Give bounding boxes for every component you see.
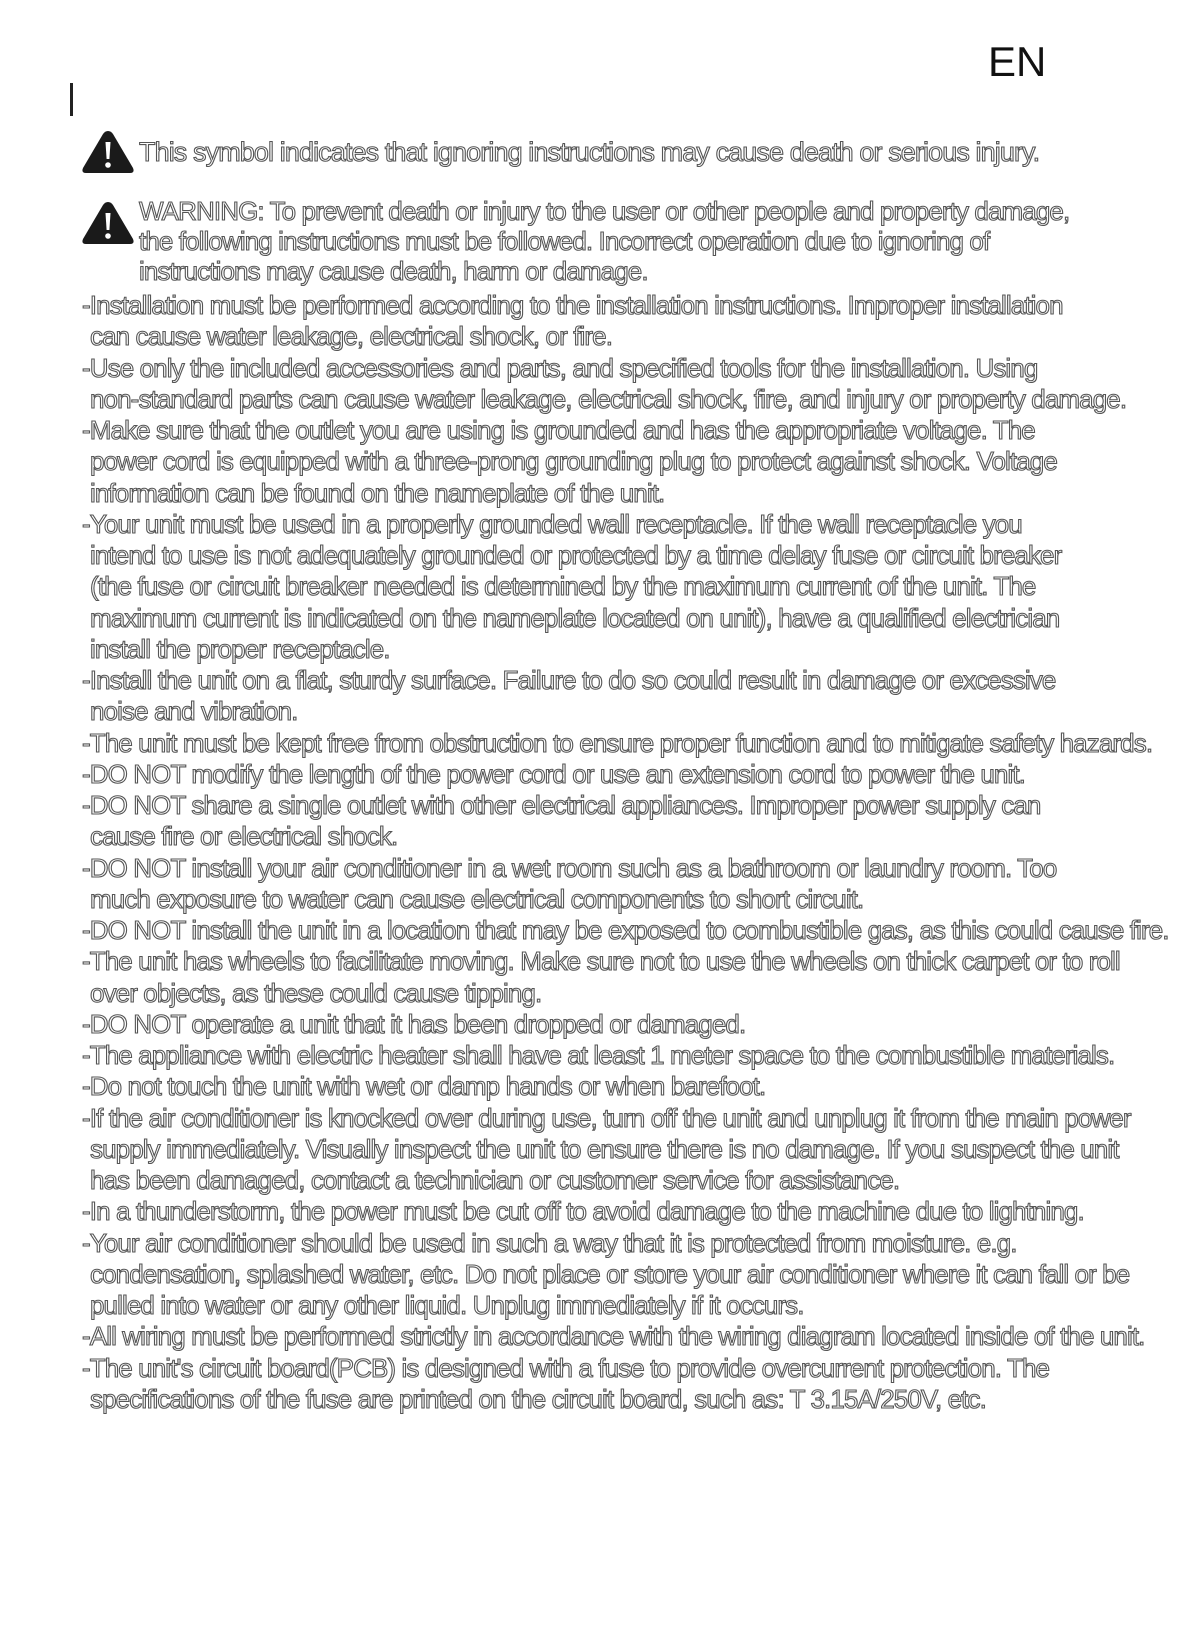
- safety-rule-line: -The unit's circuit board(PCB) is designed with a fuse to provide overcurrent protection. The: [82, 1352, 1050, 1383]
- warning-line: the following instructions must be followed. Incorrect operation due to ignoring of: [139, 226, 990, 256]
- safety-rule-line: non-standard parts can cause water leakage, electrical shock, fire, and injury or property damage.: [90, 383, 1127, 414]
- warning-triangle-icon: [80, 199, 136, 247]
- safety-rule: [82, 1353, 1169, 1416]
- safety-rule-line: -Make sure that the outlet you are using is grounded and has the appropriate voltage. The: [82, 415, 1035, 445]
- safety-rule-line: over objects, as these could cause tipping.: [90, 977, 542, 1008]
- safety-rule: [82, 946, 1169, 1009]
- safety-rule: [82, 790, 1169, 853]
- safety-rule-line: cause fire or electrical shock.: [90, 821, 398, 852]
- safety-rule: [82, 853, 1169, 916]
- safety-rule-line: -The appliance with electric heater shall have at least 1 meter space to the combustible materials.: [82, 1040, 1115, 1070]
- safety-rule-line: -Installation must be performed according to the installation instructions. Improper installation: [82, 290, 1063, 320]
- safety-rule-line: -Your unit must be used in a properly grounded wall receptacle. If the wall receptacle you: [82, 508, 1022, 539]
- safety-rule-line: has been damaged, contact a technician or customer service for assistance.: [90, 1165, 900, 1195]
- language-label: EN: [988, 38, 1047, 85]
- safety-rule: [82, 415, 1169, 509]
- safety-rule-line: (the fuse or circuit breaker needed is determined by the maximum current of the unit. The: [90, 571, 1036, 602]
- margin-mark: [70, 83, 73, 116]
- safety-rule-line: -DO NOT operate a unit that it has been dropped or damaged.: [82, 1008, 746, 1039]
- safety-rule-line: power cord is equipped with a three-prong grounding plug to protect against shock. Voltage: [90, 446, 1057, 477]
- safety-rule-line: pulled into water or any other liquid. Unplug immediately if it occurs.: [90, 1290, 804, 1320]
- safety-rule: [82, 290, 1169, 353]
- safety-rule-line: information can be found on the nameplate of the unit.: [90, 477, 665, 508]
- safety-rule-line: supply immediately. Visually inspect the unit to ensure there is no damage. If you suspect the unit: [90, 1133, 1119, 1164]
- safety-rule-line: -DO NOT modify the length of the power cord or use an extension cord to power the unit.: [82, 758, 1025, 789]
- safety-rule: [82, 728, 1169, 759]
- safety-rule-line: -All wiring must be performed strictly in accordance with the wiring diagram located inside of the unit.: [82, 1321, 1145, 1352]
- safety-rule-line: -If the air conditioner is knocked over during use, turn off the unit and unplug it from the main power: [82, 1102, 1131, 1133]
- safety-rule: [82, 1321, 1169, 1352]
- safety-rule-line: -DO NOT install your air conditioner in a wet room such as a bathroom or laundry room. Too: [82, 852, 1057, 883]
- safety-rule-line: intend to use is not adequately grounded or protected by a time delay fuse or circuit breaker: [90, 540, 1062, 570]
- safety-rule-line: -The unit has wheels to facilitate moving. Make sure not to use the wheels on thick carpet or to roll: [82, 946, 1120, 977]
- safety-rule: [82, 1009, 1169, 1040]
- safety-rule: [82, 915, 1169, 946]
- safety-rule-line: noise and vibration.: [90, 696, 298, 727]
- safety-rule-line: -Do not touch the unit with wet or damp hands or when barefoot.: [82, 1071, 766, 1102]
- safety-rule-line: much exposure to water can cause electrical components to short circuit.: [90, 883, 864, 914]
- safety-rule-line: -Use only the included accessories and parts, and specified tools for the installation. Using: [82, 352, 1038, 383]
- warning-line: instructions may cause death, harm or damage.: [139, 256, 648, 286]
- safety-rule-line: -Install the unit on a flat, sturdy surface. Failure to do so could result in damage or excessive: [82, 665, 1056, 695]
- safety-rule: [82, 665, 1169, 728]
- warning-triangle-icon: [80, 128, 136, 176]
- safety-rules-list: [82, 290, 1169, 1415]
- safety-rule: [82, 1071, 1169, 1102]
- safety-rule-line: install the proper receptacle.: [90, 633, 390, 664]
- warning-text: [139, 196, 1069, 286]
- safety-rule-line: -DO NOT install the unit in a location that may be exposed to combustible gas, as this could cause fire.: [82, 915, 1169, 945]
- safety-rule-line: specifications of the fuse are printed on the circuit board, such as: T 3.15A/250V, etc.: [90, 1383, 986, 1414]
- safety-rule-line: -DO NOT share a single outlet with other electrical appliances. Improper power supply can: [82, 790, 1041, 820]
- warning-line: WARNING: To prevent death or injury to the user or other people and property damage,: [139, 196, 1070, 226]
- safety-rule: [82, 1228, 1169, 1322]
- safety-rule-line: maximum current is indicated on the nameplate located on unit), have a qualified electrician: [90, 602, 1060, 633]
- safety-rule: [82, 759, 1169, 790]
- safety-rule: [82, 1196, 1169, 1227]
- safety-rule-line: -Your air conditioner should be used in such a way that it is protected from moisture. e.g.: [82, 1227, 1017, 1258]
- safety-rule-line: can cause water leakage, electrical shock, or fire.: [90, 321, 613, 352]
- symbol-explanation: [80, 128, 1039, 176]
- safety-rule: [82, 353, 1169, 416]
- safety-rule: [82, 1040, 1169, 1071]
- safety-rule-line: condensation, splashed water, etc. Do not place or store your air conditioner where it can fall or be: [90, 1258, 1130, 1289]
- safety-rule-line: -In a thunderstorm, the power must be cut off to avoid damage to the machine due to lightning.: [82, 1196, 1084, 1227]
- safety-rule: [82, 509, 1169, 665]
- safety-rule-line: -The unit must be kept free from obstruction to ensure proper function and to mitigate safety hazards.: [82, 727, 1153, 758]
- symbol-explanation-text: This symbol indicates that ignoring instructions may cause death or serious injury.: [139, 136, 1040, 167]
- warning-block: [80, 196, 1069, 286]
- safety-rule: [82, 1103, 1169, 1197]
